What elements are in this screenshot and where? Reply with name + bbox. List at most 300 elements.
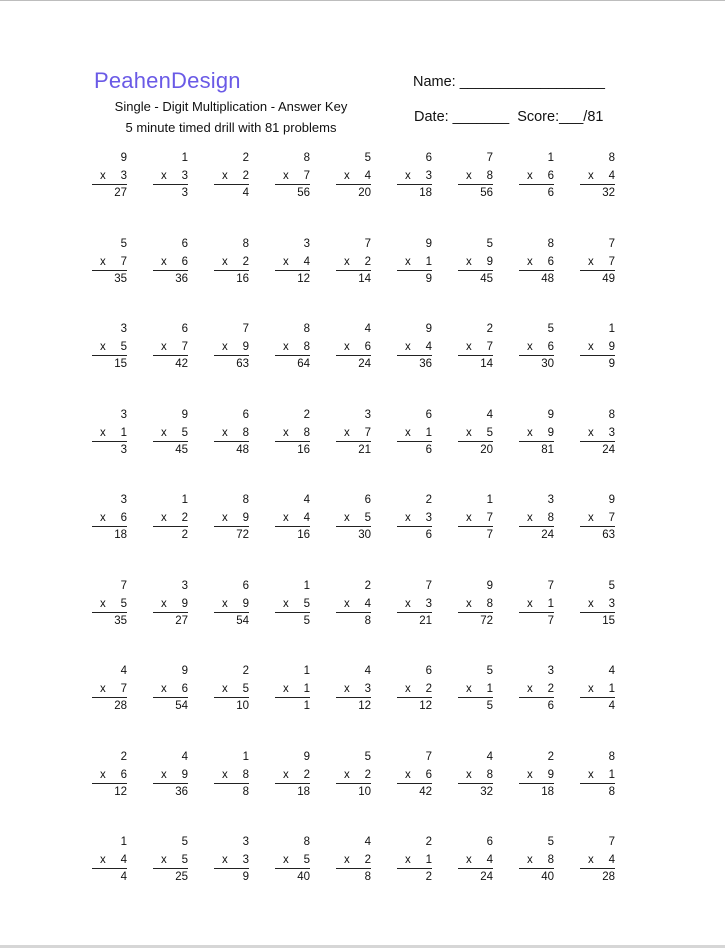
answer: 72 [236, 529, 249, 541]
multiplier: 6 [181, 683, 188, 695]
answer: 24 [602, 443, 615, 456]
multiplicand: 2 [120, 750, 127, 763]
answer: 18 [297, 785, 310, 798]
multiplier: 3 [425, 597, 432, 610]
multiplier: 1 [425, 854, 432, 866]
multiplier-row [214, 852, 249, 869]
multiplicand: 6 [181, 237, 188, 250]
multiplier-row [336, 510, 371, 527]
multiply-sign: x [405, 854, 411, 866]
answer: 30 [541, 358, 554, 370]
problem-item [214, 236, 255, 292]
problem-item [153, 663, 194, 719]
problem-item [214, 150, 255, 206]
problem-item [458, 150, 499, 206]
multiply-sign: x [222, 341, 228, 353]
multiplicand: 1 [120, 836, 127, 848]
multiplier-row [397, 767, 432, 784]
problem-item [580, 236, 621, 292]
multiplier-row [580, 510, 615, 527]
multiplier-row [153, 510, 188, 527]
answer: 49 [602, 272, 615, 285]
multiply-sign: x [588, 512, 594, 524]
date-score-label: Date: _______ Score:___/81 [414, 109, 604, 125]
answer: 5 [486, 700, 493, 712]
problem-item [214, 834, 255, 890]
problem-item [275, 492, 316, 548]
multiplicand: 9 [425, 237, 432, 250]
problem-item [336, 749, 377, 805]
multiply-sign: x [283, 170, 289, 182]
multiplier-row [336, 767, 371, 784]
multiplier-row [458, 767, 493, 784]
multiplicand: 8 [242, 237, 249, 250]
multiplier: 6 [547, 341, 554, 353]
multiplier-row [397, 339, 432, 356]
multiply-sign: x [466, 341, 472, 353]
multiplier-row [580, 339, 615, 356]
multiply-sign: x [222, 597, 228, 610]
multiplier: 5 [181, 426, 188, 439]
answer: 32 [602, 187, 615, 199]
multiplier-row [336, 681, 371, 698]
problem-item [92, 749, 133, 805]
problem-item [397, 407, 438, 463]
multiplier-row [275, 425, 310, 442]
multiplier: 2 [547, 683, 554, 695]
multiply-sign: x [466, 768, 472, 781]
multiply-sign: x [588, 426, 594, 439]
multiplier-row [92, 852, 127, 869]
multiplier-row [92, 168, 127, 185]
name-field-label: Name: __________________ [413, 74, 605, 90]
problem-item [458, 492, 499, 548]
multiplier: 6 [547, 255, 554, 268]
problem-item [92, 321, 133, 377]
multiplier: 8 [486, 768, 493, 781]
multiplier: 6 [120, 512, 127, 524]
multiplicand: 1 [608, 323, 615, 335]
answer: 20 [358, 187, 371, 199]
multiply-sign: x [100, 683, 106, 695]
multiplier: 5 [242, 683, 249, 695]
multiplier: 4 [303, 512, 310, 524]
multiplicand: 2 [242, 152, 249, 164]
multiplier-row [92, 425, 127, 442]
multiplier-row [458, 254, 493, 271]
problem-item [275, 236, 316, 292]
multiply-sign: x [283, 255, 289, 268]
multiplier-row [275, 339, 310, 356]
multiplier: 5 [181, 854, 188, 866]
multiplicand: 4 [486, 408, 493, 421]
answer: 56 [297, 187, 310, 199]
multiply-sign: x [405, 341, 411, 353]
answer: 35 [114, 272, 127, 285]
multiplicand: 4 [181, 750, 188, 763]
multiply-sign: x [405, 512, 411, 524]
multiplicand: 2 [486, 323, 493, 335]
multiplicand: 2 [547, 750, 554, 763]
multiplier-row [458, 510, 493, 527]
multiplier: 7 [364, 426, 371, 439]
problem-item [336, 578, 377, 634]
answer: 27 [175, 614, 188, 627]
problem-item [397, 492, 438, 548]
problem-item [397, 834, 438, 890]
multiplier: 2 [364, 854, 371, 866]
multiplier-row [458, 852, 493, 869]
multiply-sign: x [161, 512, 167, 524]
multiply-sign: x [588, 854, 594, 866]
multiply-sign: x [344, 854, 350, 866]
multiplicand: 1 [486, 494, 493, 506]
multiplier-row [153, 254, 188, 271]
multiplier-row [397, 254, 432, 271]
problem-item [458, 321, 499, 377]
multiplier-row [397, 681, 432, 698]
answer: 36 [175, 272, 188, 285]
multiplier: 7 [181, 341, 188, 353]
problem-item [458, 834, 499, 890]
multiplier: 1 [608, 768, 615, 781]
answer: 5 [303, 614, 310, 627]
multiplier-row [153, 425, 188, 442]
multiplier: 1 [547, 597, 554, 610]
answer: 8 [242, 785, 249, 798]
multiplier: 4 [303, 255, 310, 268]
problem-item [92, 663, 133, 719]
multiply-sign: x [222, 768, 228, 781]
multiplier: 8 [547, 512, 554, 524]
multiplier: 2 [364, 255, 371, 268]
answer: 7 [486, 529, 493, 541]
answer: 2 [181, 529, 188, 541]
multiplier: 2 [242, 255, 249, 268]
multiply-sign: x [161, 854, 167, 866]
answer: 18 [419, 187, 432, 199]
multiplier-row [214, 681, 249, 698]
answer: 4 [120, 871, 127, 883]
multiplicand: 8 [608, 408, 615, 421]
problem-item [580, 321, 621, 377]
multiply-sign: x [344, 597, 350, 610]
multiply-sign: x [344, 170, 350, 182]
answer: 45 [480, 272, 493, 285]
answer: 25 [175, 871, 188, 883]
multiplicand: 9 [303, 750, 310, 763]
multiplier-row [580, 852, 615, 869]
multiplier: 6 [364, 341, 371, 353]
multiplicand: 7 [608, 836, 615, 848]
problem-item [153, 150, 194, 206]
multiplicand: 3 [120, 494, 127, 506]
multiplicand: 7 [120, 579, 127, 592]
problem-grid [92, 150, 621, 890]
multiply-sign: x [527, 768, 533, 781]
multiplier: 2 [425, 683, 432, 695]
problem-item [214, 749, 255, 805]
multiplicand: 8 [608, 750, 615, 763]
problem-item [275, 749, 316, 805]
problem-item [214, 578, 255, 634]
multiply-sign: x [222, 683, 228, 695]
multiplicand: 8 [242, 494, 249, 506]
multiplier: 9 [486, 255, 493, 268]
multiplier: 9 [242, 512, 249, 524]
multiplicand: 8 [608, 152, 615, 164]
multiply-sign: x [283, 512, 289, 524]
answer: 28 [602, 871, 615, 883]
answer: 63 [236, 358, 249, 370]
multiplier-row [519, 339, 554, 356]
answer: 8 [364, 614, 371, 627]
multiply-sign: x [527, 512, 533, 524]
multiply-sign: x [405, 768, 411, 781]
multiplier: 4 [486, 854, 493, 866]
answer: 27 [114, 187, 127, 199]
multiplier-row [336, 168, 371, 185]
multiply-sign: x [161, 341, 167, 353]
multiplicand: 6 [425, 665, 432, 677]
problem-item [580, 663, 621, 719]
multiplicand: 3 [547, 494, 554, 506]
multiplier: 9 [547, 426, 554, 439]
multiplier-row [458, 425, 493, 442]
problem-item [580, 492, 621, 548]
problem-item [92, 834, 133, 890]
multiply-sign: x [100, 341, 106, 353]
answer: 21 [419, 614, 432, 627]
multiply-sign: x [161, 597, 167, 610]
problem-item [458, 663, 499, 719]
multiplier: 4 [364, 597, 371, 610]
multiplier-row [580, 168, 615, 185]
multiplier-row [458, 339, 493, 356]
multiplicand: 4 [364, 323, 371, 335]
multiplicand: 5 [120, 237, 127, 250]
multiplicand: 3 [303, 237, 310, 250]
multiplicand: 7 [364, 237, 371, 250]
multiplier-row [275, 681, 310, 698]
multiply-sign: x [527, 683, 533, 695]
problem-item [336, 834, 377, 890]
multiplicand: 4 [608, 665, 615, 677]
problem-item [153, 492, 194, 548]
multiplier: 8 [303, 426, 310, 439]
problem-item [519, 578, 560, 634]
problem-item [458, 749, 499, 805]
multiplier-row [153, 596, 188, 613]
multiply-sign: x [466, 170, 472, 182]
multiplier: 4 [425, 341, 432, 353]
answer: 18 [541, 785, 554, 798]
multiply-sign: x [588, 597, 594, 610]
multiplier-row [580, 596, 615, 613]
answer: 15 [602, 614, 615, 627]
answer: 30 [358, 529, 371, 541]
multiply-sign: x [588, 768, 594, 781]
multiplier-row [92, 596, 127, 613]
answer: 3 [120, 443, 127, 456]
problem-item [336, 321, 377, 377]
multiplier: 8 [242, 426, 249, 439]
answer: 64 [297, 358, 310, 370]
multiply-sign: x [527, 597, 533, 610]
multiplicand: 5 [547, 836, 554, 848]
multiply-sign: x [344, 341, 350, 353]
multiplier-row [336, 425, 371, 442]
multiplier: 2 [303, 768, 310, 781]
problem-item [397, 663, 438, 719]
multiplier: 8 [242, 768, 249, 781]
problem-item [336, 150, 377, 206]
problem-item [153, 578, 194, 634]
multiplier: 7 [120, 683, 127, 695]
answer: 12 [419, 700, 432, 712]
multiplier: 9 [181, 597, 188, 610]
multiplicand: 1 [303, 579, 310, 592]
multiplier-row [519, 425, 554, 442]
multiplicand: 2 [242, 665, 249, 677]
multiply-sign: x [466, 854, 472, 866]
multiplier-row [397, 168, 432, 185]
answer: 12 [358, 700, 371, 712]
answer: 48 [236, 443, 249, 456]
answer: 81 [541, 443, 554, 456]
multiplier: 9 [242, 341, 249, 353]
problem-item [275, 834, 316, 890]
multiplicand: 7 [486, 152, 493, 164]
problem-item [275, 663, 316, 719]
answer: 72 [480, 614, 493, 627]
multiplicand: 3 [120, 408, 127, 421]
multiplier-row [214, 168, 249, 185]
multiplier-row [92, 254, 127, 271]
multiply-sign: x [161, 170, 167, 182]
multiplier-row [275, 767, 310, 784]
multiplier-row [397, 510, 432, 527]
multiplier-row [153, 339, 188, 356]
multiplicand: 1 [547, 152, 554, 164]
multiply-sign: x [466, 255, 472, 268]
multiplicand: 5 [608, 579, 615, 592]
multiplier: 7 [486, 512, 493, 524]
multiplier-row [519, 681, 554, 698]
multiplicand: 1 [181, 494, 188, 506]
multiplier-row [275, 596, 310, 613]
multiplier-row [275, 168, 310, 185]
answer: 35 [114, 614, 127, 627]
multiplier: 4 [608, 170, 615, 182]
problem-item [214, 407, 255, 463]
multiply-sign: x [283, 597, 289, 610]
problem-item [397, 578, 438, 634]
multiply-sign: x [344, 683, 350, 695]
problem-item [519, 407, 560, 463]
brand-title: PeahenDesign [94, 68, 241, 93]
multiplicand: 6 [425, 152, 432, 164]
multiplier: 2 [181, 512, 188, 524]
answer: 54 [236, 614, 249, 627]
multiplier-row [580, 681, 615, 698]
answer: 15 [114, 358, 127, 370]
problem-item [336, 492, 377, 548]
problem-item [153, 407, 194, 463]
multiplier: 3 [425, 512, 432, 524]
answer: 18 [114, 529, 127, 541]
problem-item [92, 492, 133, 548]
answer: 28 [114, 700, 127, 712]
answer: 6 [547, 187, 554, 199]
answer: 42 [419, 785, 432, 798]
multiplier-row [92, 767, 127, 784]
multiply-sign: x [100, 768, 106, 781]
multiplier-row [580, 425, 615, 442]
problem-item [92, 236, 133, 292]
multiplier-row [214, 254, 249, 271]
multiplicand: 7 [547, 579, 554, 592]
multiplicand: 6 [486, 836, 493, 848]
multiplicand: 6 [242, 408, 249, 421]
multiplier-row [397, 425, 432, 442]
problem-item [336, 663, 377, 719]
problem-item [214, 663, 255, 719]
multiply-sign: x [100, 597, 106, 610]
multiplier: 5 [303, 854, 310, 866]
multiply-sign: x [344, 426, 350, 439]
answer: 12 [297, 272, 310, 285]
multiply-sign: x [466, 426, 472, 439]
multiplicand: 8 [303, 323, 310, 335]
multiplicand: 2 [364, 579, 371, 592]
multiplier-row [214, 425, 249, 442]
multiplier-row [519, 168, 554, 185]
multiplicand: 2 [425, 494, 432, 506]
multiplier-row [92, 339, 127, 356]
multiplier-row [519, 767, 554, 784]
problem-item [397, 321, 438, 377]
problem-item [519, 663, 560, 719]
problem-item [92, 150, 133, 206]
multiplicand: 5 [486, 665, 493, 677]
answer: 6 [425, 529, 432, 541]
answer: 4 [242, 187, 249, 199]
multiplier: 1 [425, 255, 432, 268]
multiplier-row [336, 254, 371, 271]
multiplier-row [397, 852, 432, 869]
problem-item [519, 749, 560, 805]
problem-item [580, 749, 621, 805]
problem-item [275, 321, 316, 377]
multiplier: 7 [608, 255, 615, 268]
multiply-sign: x [405, 597, 411, 610]
answer: 24 [358, 358, 371, 370]
answer: 24 [541, 529, 554, 541]
answer: 21 [358, 443, 371, 456]
multiplicand: 3 [364, 408, 371, 421]
problem-item [92, 578, 133, 634]
multiplier: 9 [242, 597, 249, 610]
multiply-sign: x [100, 170, 106, 182]
multiply-sign: x [283, 768, 289, 781]
multiplier-row [580, 254, 615, 271]
problem-item [397, 749, 438, 805]
answer: 14 [358, 272, 371, 285]
multiplicand: 6 [364, 494, 371, 506]
multiplier-row [458, 168, 493, 185]
multiplier: 8 [486, 170, 493, 182]
